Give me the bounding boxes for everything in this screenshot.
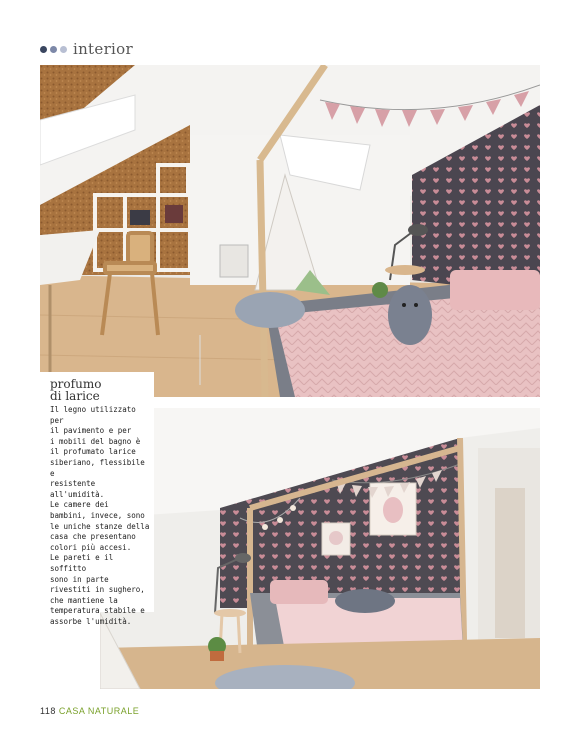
caption-box — [40, 372, 154, 626]
caption-line: casa che presentano — [50, 532, 136, 542]
caption-line: il profumato larice — [50, 447, 136, 457]
dot-icon — [40, 46, 47, 53]
section-title: interior — [73, 40, 133, 58]
caption-line: il pavimento e per — [50, 426, 132, 436]
photo-bed-alcove-illustration — [100, 408, 540, 689]
caption-title-line: di larice — [50, 389, 100, 403]
page-number: 118 — [40, 706, 56, 716]
caption-line: rivestiti in sughero, — [50, 585, 145, 595]
photo-attic-bedroom — [40, 65, 540, 397]
section-header — [40, 40, 133, 58]
caption-line: Le pareti e il soffitto — [50, 553, 114, 573]
photo-bed-alcove — [100, 408, 540, 689]
caption-body — [50, 405, 150, 627]
section-dots — [40, 46, 67, 53]
page-footer — [40, 706, 139, 716]
caption-line: Il legno utilizzato per — [50, 405, 136, 425]
caption-line: sono in parte — [50, 574, 109, 584]
caption-line: siberiano, flessibile e — [50, 457, 145, 478]
photo-attic-bedroom-illustration — [40, 65, 540, 397]
magazine-name: CASA NATURALE — [58, 706, 140, 716]
dot-icon — [60, 46, 67, 53]
caption-line: temperatura stabile e — [50, 606, 145, 616]
caption-line: che mantiene la — [50, 595, 118, 605]
caption-title — [50, 378, 150, 402]
caption-line: resistente all'umidità. — [50, 479, 105, 499]
caption-line: colori più accesi. — [50, 542, 132, 552]
dot-icon — [50, 46, 57, 53]
caption-line: le uniche stanze della — [50, 521, 150, 531]
caption-line: bambini, invece, sono — [50, 510, 145, 520]
caption-line: Le camere dei — [50, 500, 109, 510]
caption-line: assorbe l'umidità. — [50, 616, 132, 626]
caption-line: i mobili del bagno è — [50, 436, 141, 446]
caption-title-line: profumo — [50, 377, 102, 391]
